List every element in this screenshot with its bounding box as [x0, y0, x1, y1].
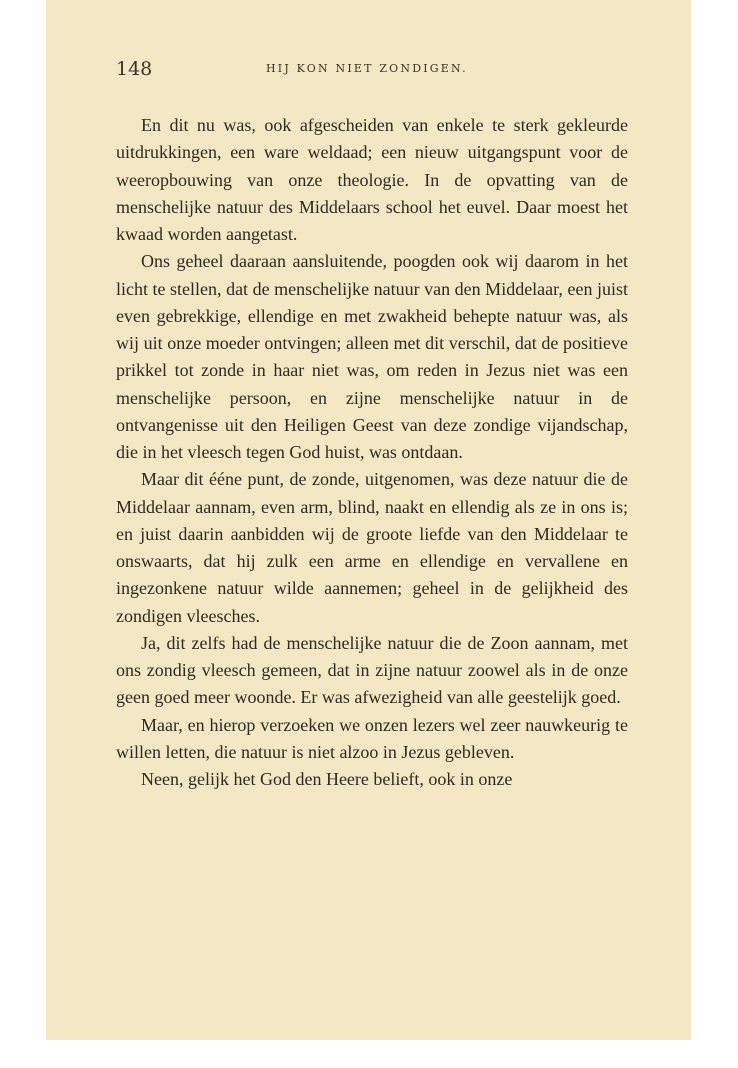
paragraph: Maar, en hierop verzoeken we onzen lezers wel zeer nauwkeurig te willen letten, die natuur is niet alzoo in Jezus gebleven. [116, 714, 628, 762]
paragraph: Neen, gelijk het God den Heere belieft, ook in onze [141, 769, 513, 789]
paragraph: Ja, dit zelfs had de menschelijke natuur die de Zoon aannam, met ons zondig vleesch gemeen, dat in zijne natuur zoowel als in de onze geen goed meer woonde. Er was afwezigheid van alle geestelijk goed. [116, 632, 628, 708]
body-text [116, 112, 628, 793]
paragraph: En dit nu was, ook afgescheiden van enkele te sterk gekleurde uitdrukkingen, een ware weldaad; een nieuw uitgangspunt voor de weeropbouwing van onze theologie. In de opvatting van de menschelijke natuur des Middelaars school het euvel. Daar moest het kwaad worden aangetast. [116, 115, 628, 244]
paragraph: Maar dit ééne punt, de zonde, uitgenomen, was deze natuur die de Middelaar aannam, even arm, blind, naakt en ellendig als ze in ons is; en juist daarin aanbidden wij de groote liefde van den Middelaar te onswaarts, dat hij zulk een arme en ellendige en vervallene en ingezonkene natuur wilde aannemen; geheel in de gelijkheid des zondigen vleesches. [116, 469, 628, 626]
book-page [46, 0, 691, 1040]
page-header [46, 58, 691, 82]
paragraph: Ons geheel daaraan aansluitende, poogden ook wij daarom in het licht te stellen, dat de menschelijke natuur van den Middelaar, een juist even gebrekkige, ellendige en met zwakheid behepte natuur was, als wij uit onze moeder ontvingen; alleen met dit verschil, dat de positieve prikkel tot zonde in haar niet was, om reden in Jezus niet was een menschelijke persoon, en zijne menschelijke natuur in de ontvangenisse uit den Heiligen Geest van deze zondige vijandschap, die in het vleesch tegen God huist, was ontdaan. [116, 251, 628, 462]
page-number: 148 [116, 58, 153, 80]
running-head: HIJ KON NIET ZONDIGEN. [266, 62, 468, 75]
